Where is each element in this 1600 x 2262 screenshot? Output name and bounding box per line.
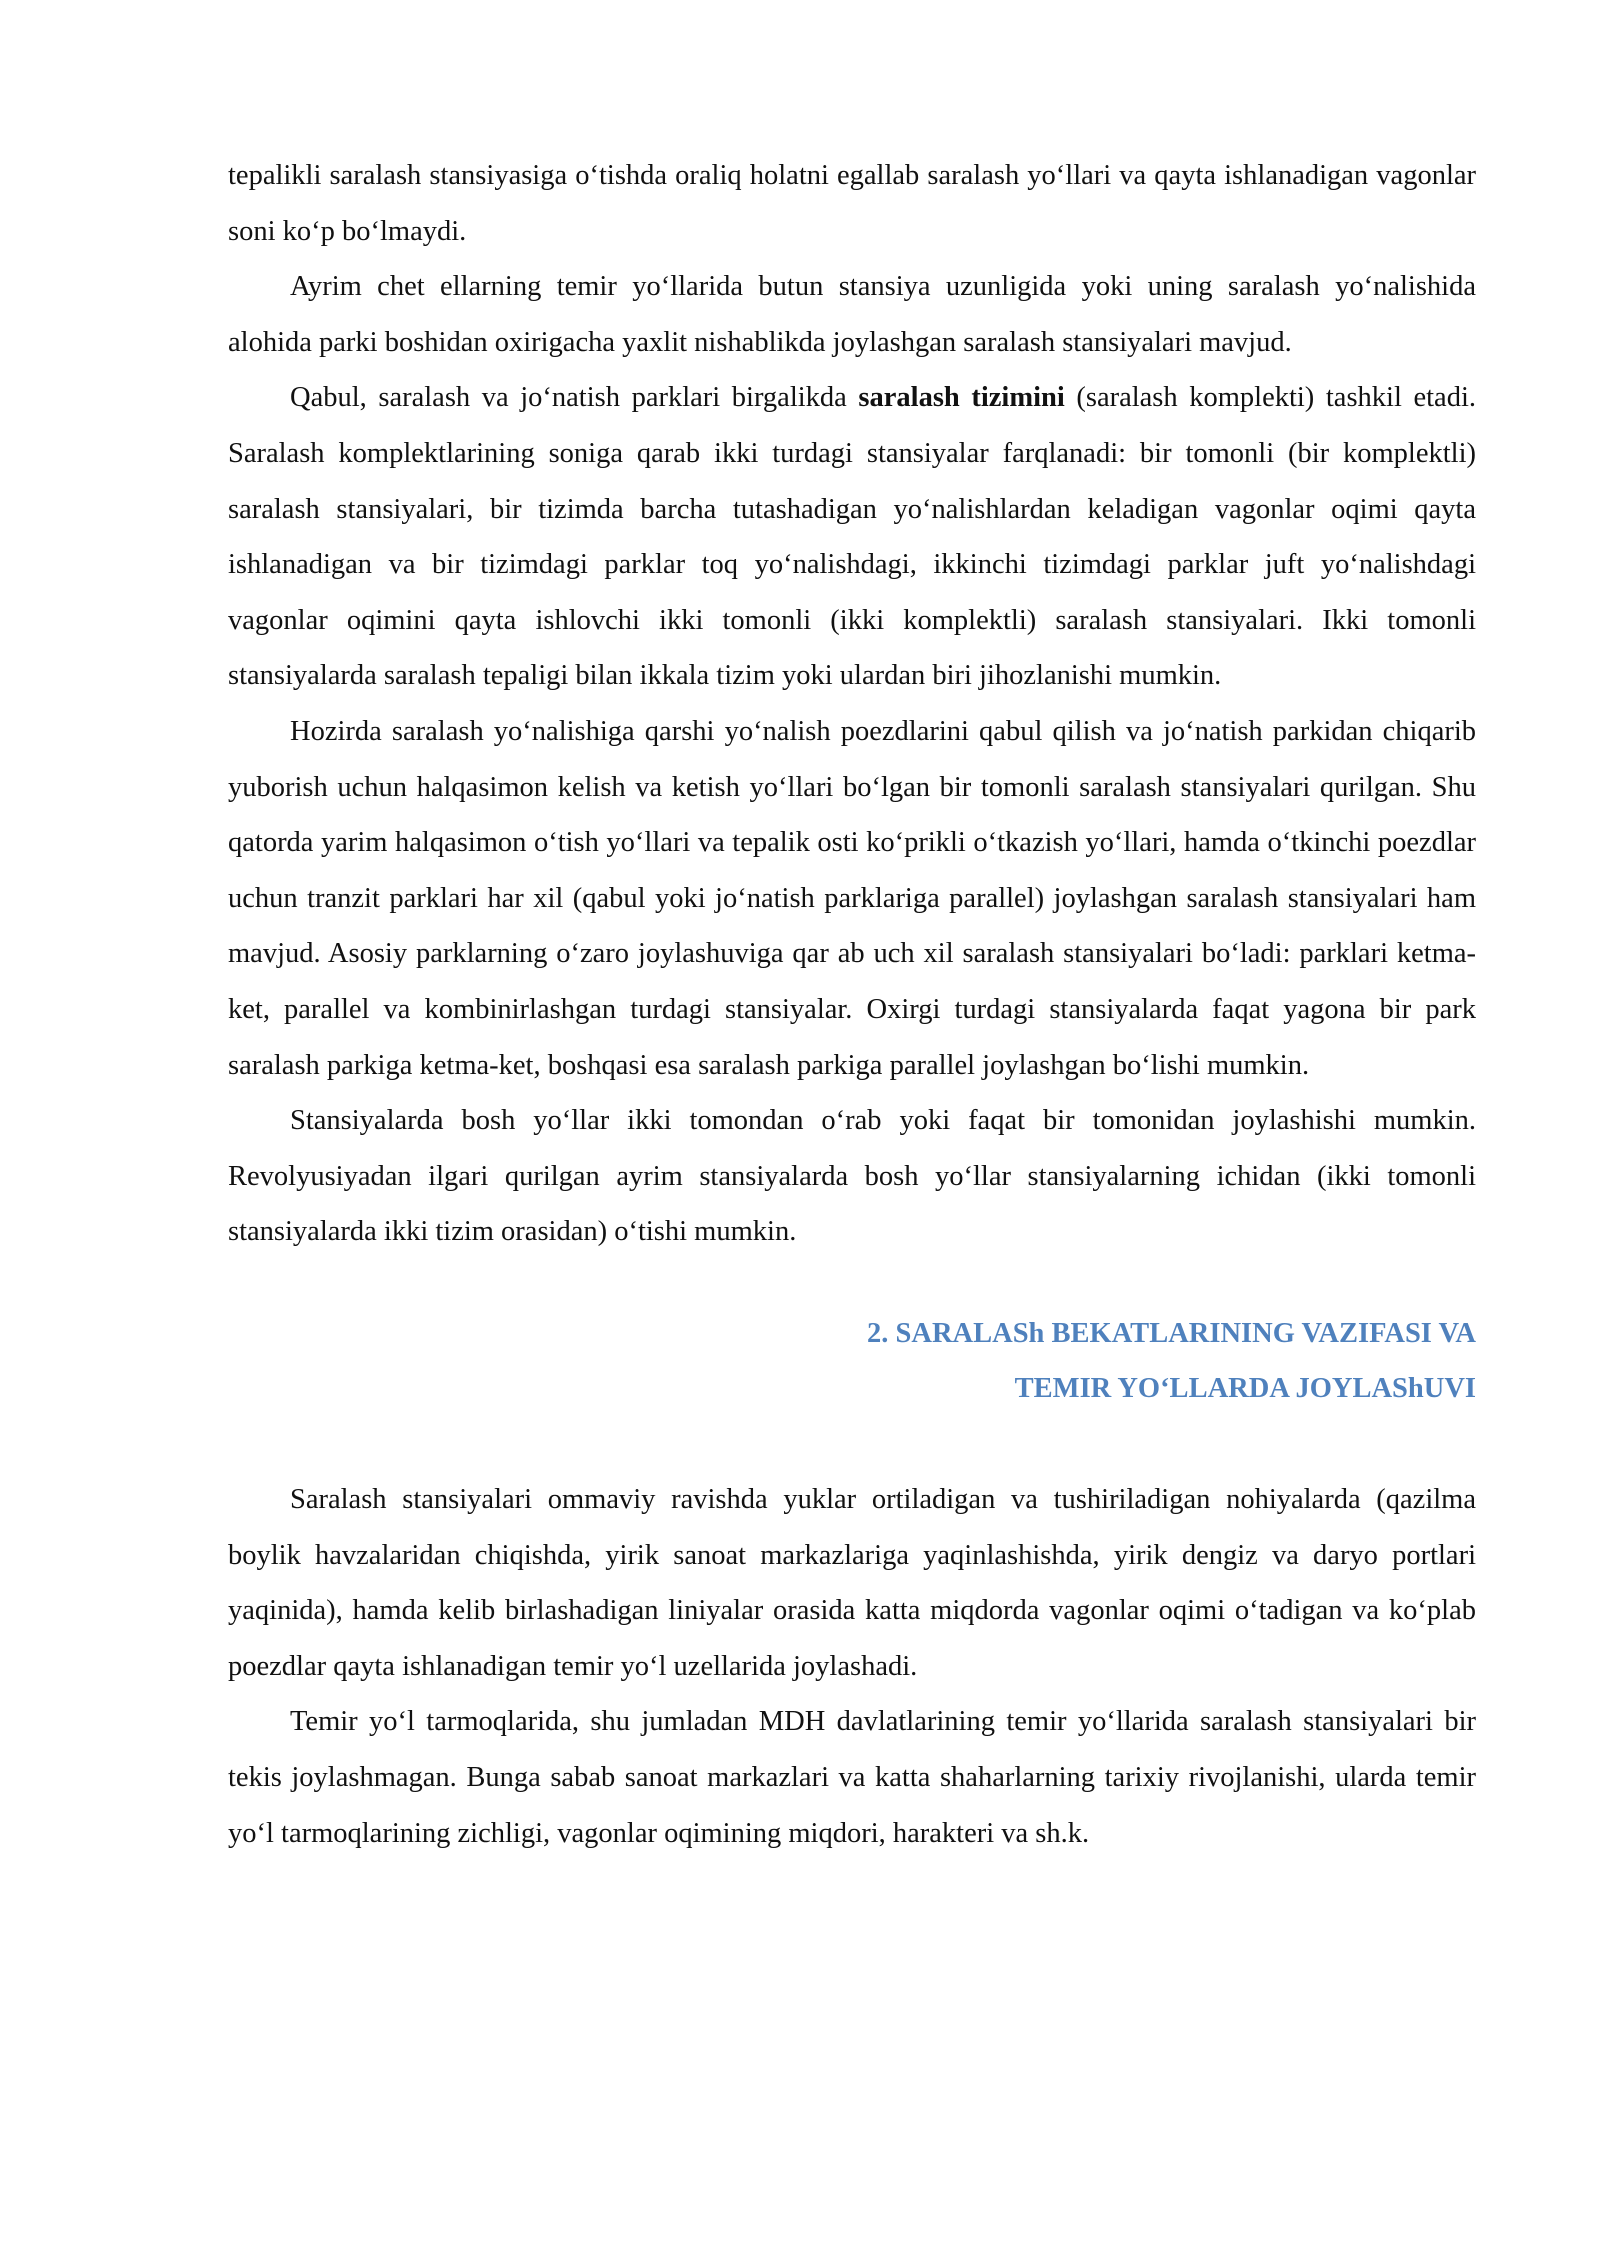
section-heading-line-1: 2. SARALASh BEKATLARINING VAZIFASI VA xyxy=(867,1317,1476,1349)
paragraph-loop-stations: Hozirda saralash yo‘nalishiga qarshi yo‘nalish poezdlarini qabul qilish va jo‘natish parkidan chiqarib yuborish uchun halqasimon kelish va ketish yo‘llari bo‘lgan bir tomonli saralash stansiyalari qurilgan. Shu qatorda yarim halqasimon o‘tish yo‘llari va tepalik osti ko‘prikli o‘tkazish yo‘llari, hamda o‘tkinchi poezdlar uchun tranzit parklari har xil (qabul yoki jo‘natish parklariga parallel) joylashgan saralash stansiyalari ham mavjud. Asosiy parklarning o‘zaro joylashuviga qar ab uch xil saralash stansiyalari bo‘ladi: parklari ketma-ket, parallel va kombinirlashgan turdagi stansiyalar. Oxirgi turdagi stansiyalarda faqat yagona bir park saralash parkiga ketma-ket, boshqasi esa saralash parkiga parallel joylashgan bo‘lishi mumkin. xyxy=(228,715,1476,1081)
paragraph-foreign-stations: Ayrim chet ellarning temir yo‘llarida butun stansiya uzunligida yoki uning saralash yo‘nalishida alohida parki boshidan oxirigacha yaxlit nishablikda joylashgan saralash stansiyalari mavjud. xyxy=(228,271,1476,358)
section-heading-line-2: TEMIR YO‘LLARDA JOYLAShUVI xyxy=(1014,1373,1476,1405)
heading-spacer xyxy=(228,1417,1476,1472)
paragraph-sorting-system xyxy=(228,370,1476,704)
paragraph-station-locations: Saralash stansiyalari ommaviy ravishda yuklar ortiladigan va tushiriladigan nohiyalarda (qazilma boylik havzalaridan chiqishda, yirik sanoat markazlariga yaqinlashishda, yirik dengiz va daryo portlari yaqinida), hamda kelib birlashadigan liniyalar orasida katta miqdorda vagonlar oqimi o‘tadigan va ko‘plab poezdlar qayta ishlanadigan temir yo‘l uzellarida joylashadi. xyxy=(228,1484,1476,1682)
paragraph-main-tracks: Stansiyalarda bosh yo‘llar ikki tomondan o‘rab yoki faqat bir tomonidan joylashishi mumkin. Revolyusiyadan ilgari qurilgan ayrim stansiyalarda bosh yo‘llar stansiyalarning ichidan (ikki tomonli stansiyalarda ikki tizim orasidan) o‘tishi mumkin. xyxy=(228,1105,1476,1248)
paragraph-network-distribution: Temir yo‘l tarmoqlarida, shu jumladan MDH davlatlarining temir yo‘llarida saralash stansiyalari bir tekis joylashmagan. Bunga sabab sanoat markazlari va katta shaharlarning tarixiy rivojlanishi, ularda temir yo‘l tarmoqlarining zichligi, vagonlar oqimining miqdori, harakteri va sh.k. xyxy=(228,1706,1476,1849)
paragraph-continuation: tepalikli saralash stansiyasiga o‘tishda oraliq holatni egallab saralash yo‘llari va qayta ishlanadigan vagonlar soni ko‘p bo‘lmaydi. xyxy=(228,160,1476,247)
document-page xyxy=(228,148,1476,1861)
paragraph-sorting-system-rest: (saralash komplekti) tashkil etadi. Saralash komplektlarining soniga qarab ikki turdagi stansiyalar farqlanadi: bir tomonli (bir komplektli) saralash stansiyalari, bir tizimda barcha tutashadigan yo‘nalishlardan keladigan vagonlar oqimi qayta ishlanadigan va bir tizimdagi parklar toq yo‘nalishdagi, ikkinchi tizimdagi parklar juft yo‘nalishdagi vagonlar oqimini qayta ishlovchi ikki tomonli (ikki komplektli) saralash stansiyalari. Ikki tomonli stansiyalarda saralash tepaligi bilan ikkala tizim yoki ulardan biri jihozlanishi mumkin. xyxy=(228,382,1476,692)
paragraph-sorting-system-start: Qabul, saralash va jo‘natish parklari birgalikda xyxy=(290,382,859,414)
section-heading xyxy=(228,1306,1476,1417)
bold-term-sorting-system: saralash tizimini xyxy=(858,382,1065,414)
